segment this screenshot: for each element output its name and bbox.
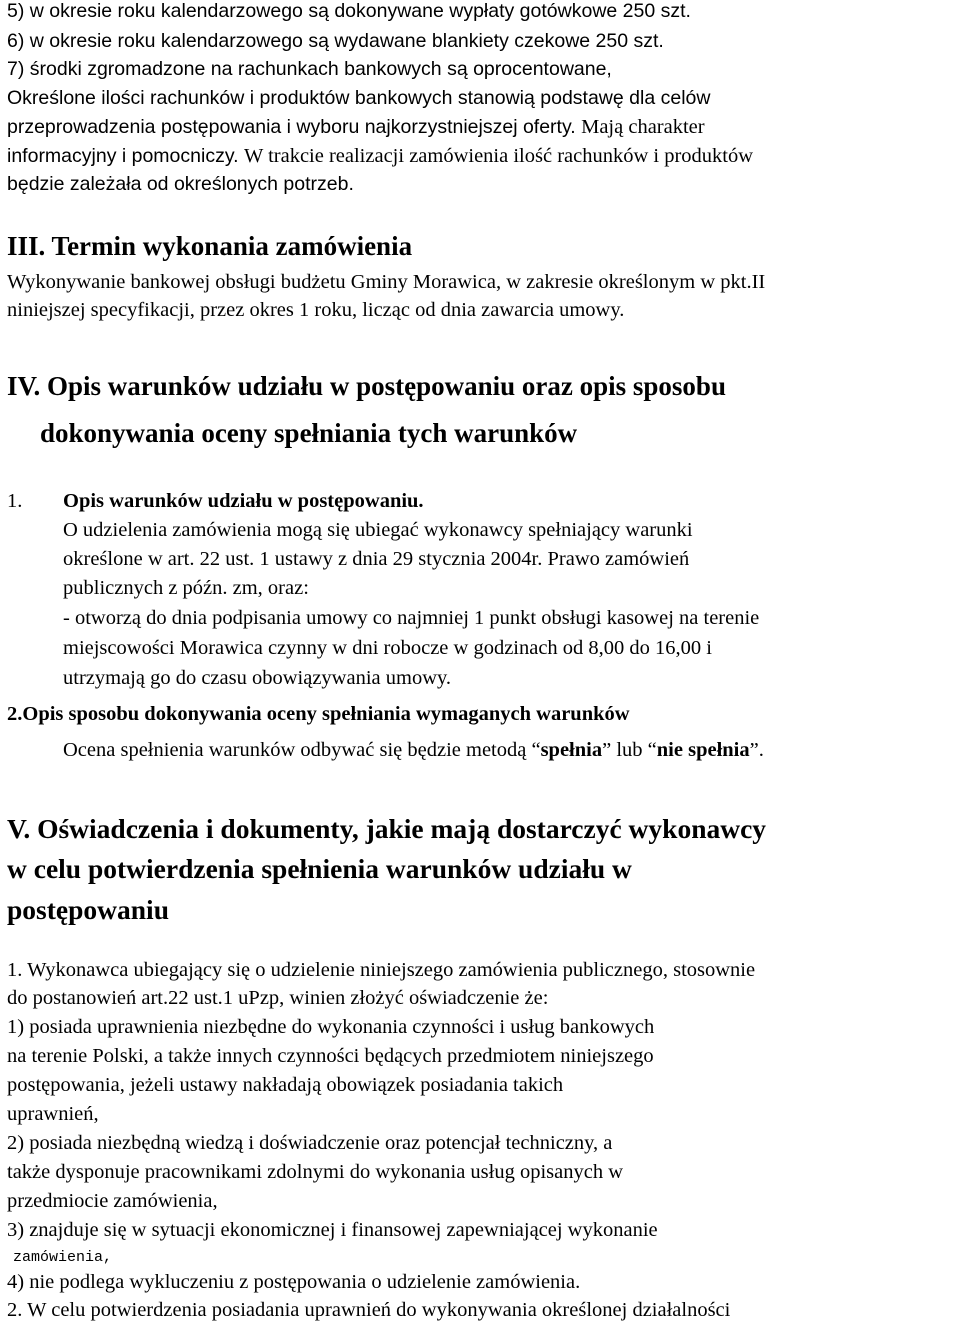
- section-4-heading-line-1: IV. Opis warunków udziału w postępowaniu oraz opis sposobu: [7, 371, 726, 401]
- intro-line-offer: [7, 117, 705, 138]
- intro-offer-text: przeprowadzenia postępowania i wyboru najkorzystniejszej oferty.: [7, 116, 582, 138]
- option-meets: spełnia: [540, 739, 603, 761]
- intro-line-informative: [7, 146, 753, 167]
- intro-character-text: Mają charakter: [581, 116, 705, 138]
- section-3-line-1: Wykonywanie bankowej obsługi budżetu Gminy Morawica, w zakresie określonym w pkt.II: [7, 271, 766, 293]
- section-4-point-1-line-1: O udzielenia zamówienia mogą się ubiegać wykonawcy spełniający warunki: [63, 519, 693, 541]
- section-4-point-2-text: Ocena spełnienia warunków odbywać się będzie metodą “: [63, 739, 541, 761]
- section-5-line-2: do postanowień art.22 ust.1 uPzp, winien złożyć oświadczenie że:: [7, 987, 549, 1009]
- section-5-line-13: 2. W celu potwierdzenia posiadania uprawnień do wykonywania określonej działalności: [7, 1299, 731, 1321]
- section-5-line-12: 4) nie podlega wykluczeniu z postępowania o udzielenie zamówienia.: [7, 1271, 581, 1293]
- section-5-heading-line-3: postępowaniu: [7, 894, 169, 925]
- section-4-point-1-line-6: utrzymają go do czasu obowiązywania umowy.: [63, 667, 452, 689]
- section-4-point-2-title: 2.Opis sposobu dokonywania oceny spełniania wymaganych warunków: [7, 703, 630, 725]
- section-5-line-1: 1. Wykonawca ubiegający się o udzielenie niniejszego zamówienia publicznego, stosownie: [7, 959, 756, 981]
- section-5-line-6: uprawnień,: [7, 1103, 99, 1125]
- intro-line-5: 5) w okresie roku kalendarzowego są dokonywane wypłaty gotówkowe 250 szt.: [7, 0, 691, 22]
- option-does-not-meet: nie spełnia: [656, 739, 750, 761]
- section-5-line-11: zamówienia,: [13, 1249, 113, 1266]
- section-5-line-10: 3) znajduje się w sytuacji ekonomicznej i finansowej zapewniającej wykonanie: [7, 1219, 658, 1241]
- section-5-line-4: na terenie Polski, a także innych czynności będących przedmiotem niniejszego: [7, 1045, 654, 1067]
- section-4-point-2-line: [63, 740, 764, 761]
- section-5-line-8: także dysponuje pracownikami zdolnymi do wykonania usług opisanych w: [7, 1161, 624, 1183]
- section-5-line-3: 1) posiada uprawnienia niezbędne do wykonania czynności i usług bankowych: [7, 1016, 655, 1038]
- intro-realization-text: W trakcie realizacji zamówienia ilość rachunków i produktów: [243, 145, 754, 167]
- section-5-line-7: 2) posiada niezbędną wiedzą i doświadczenie oraz potencjał techniczny, a: [7, 1132, 613, 1154]
- section-4-point-1-line-2: określone w art. 22 ust. 1 ustawy z dnia 29 stycznia 2004r. Prawo zamówień: [63, 548, 690, 570]
- section-4-point-1-title: Opis warunków udziału w postępowaniu.: [63, 490, 424, 512]
- intro-informative-text: informacyjny i pomocniczy.: [7, 145, 244, 167]
- section-4-point-2-end: ”.: [749, 739, 764, 761]
- intro-line-quantities: Określone ilości rachunków i produktów bankowych stanowią podstawę dla celów: [7, 87, 711, 109]
- section-5-line-5: postępowania, jeżeli ustawy nakładają obowiązek posiadania takich: [7, 1074, 564, 1096]
- section-4-point-1-line-5: miejscowości Morawica czynny w dni robocze w godzinach od 8,00 do 16,00 i: [63, 637, 713, 659]
- section-5-line-9: przedmiocie zamówienia,: [7, 1190, 218, 1212]
- section-4-point-1-line-3: publicznych z późn. zm, oraz:: [63, 577, 309, 599]
- section-4-point-1-number: 1.: [7, 490, 23, 512]
- section-5-heading-line-2: w celu potwierdzenia spełnienia warunków udziału w: [7, 853, 632, 884]
- section-4-point-2-or: ” lub “: [602, 739, 657, 761]
- section-3-heading: III. Termin wykonania zamówienia: [7, 231, 413, 261]
- intro-line-6: 6) w okresie roku kalendarzowego są wydawane blankiety czekowe 250 szt.: [7, 30, 664, 52]
- section-3-line-2: niniejszej specyfikacji, przez okres 1 roku, licząc od dnia zawarcia umowy.: [7, 299, 625, 321]
- intro-line-needs: będzie zależała od określonych potrzeb.: [7, 173, 354, 195]
- section-4-point-1-line-4: - otworzą do dnia podpisania umowy co najmniej 1 punkt obsługi kasowej na terenie: [63, 607, 760, 629]
- intro-line-7: 7) środki zgromadzone na rachunkach bankowych są oprocentowane,: [7, 58, 612, 80]
- section-4-heading-line-2: dokonywania oceny spełniania tych warunków: [40, 418, 578, 448]
- section-5-heading-line-1: V. Oświadczenia i dokumenty, jakie mają dostarczyć wykonawcy: [7, 813, 767, 844]
